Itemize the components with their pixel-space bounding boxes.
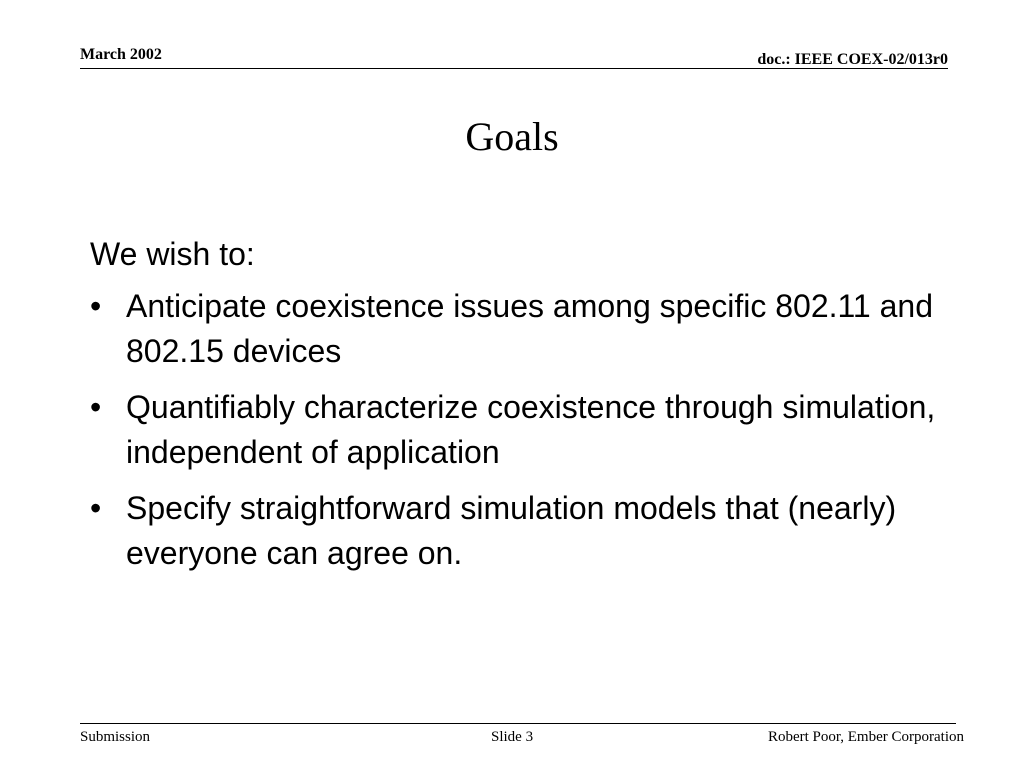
bullet-icon: •: [90, 288, 102, 324]
bullet-icon: •: [90, 389, 102, 425]
header-doc-id: doc.: IEEE COEX-02/013r0: [757, 51, 948, 68]
bullet-icon: •: [90, 490, 102, 526]
footer-slide-number: Slide 3: [491, 729, 534, 745]
bullet-text: Quantifiably characterize coexistence through simulation, independent of application: [126, 389, 936, 470]
footer-submission: Submission: [80, 729, 151, 745]
slide-body: [90, 229, 950, 587]
footer-author: Robert Poor, Ember Corporation: [767, 729, 964, 745]
bullet-text: Anticipate coexistence issues among specific 802.11 and 802.15 devices: [126, 288, 933, 369]
header-divider: [80, 68, 948, 69]
bullet-item: [90, 284, 950, 374]
slide-title: Goals: [465, 114, 559, 159]
bullet-item: [90, 486, 950, 576]
bullet-list: [90, 284, 950, 576]
intro-text: We wish to:: [90, 236, 255, 272]
bullet-item: [90, 385, 950, 475]
header-date: March 2002: [80, 46, 162, 63]
footer-divider: [80, 723, 956, 724]
bullet-text: Specify straightforward simulation models that (nearly) everyone can agree on.: [126, 490, 897, 571]
